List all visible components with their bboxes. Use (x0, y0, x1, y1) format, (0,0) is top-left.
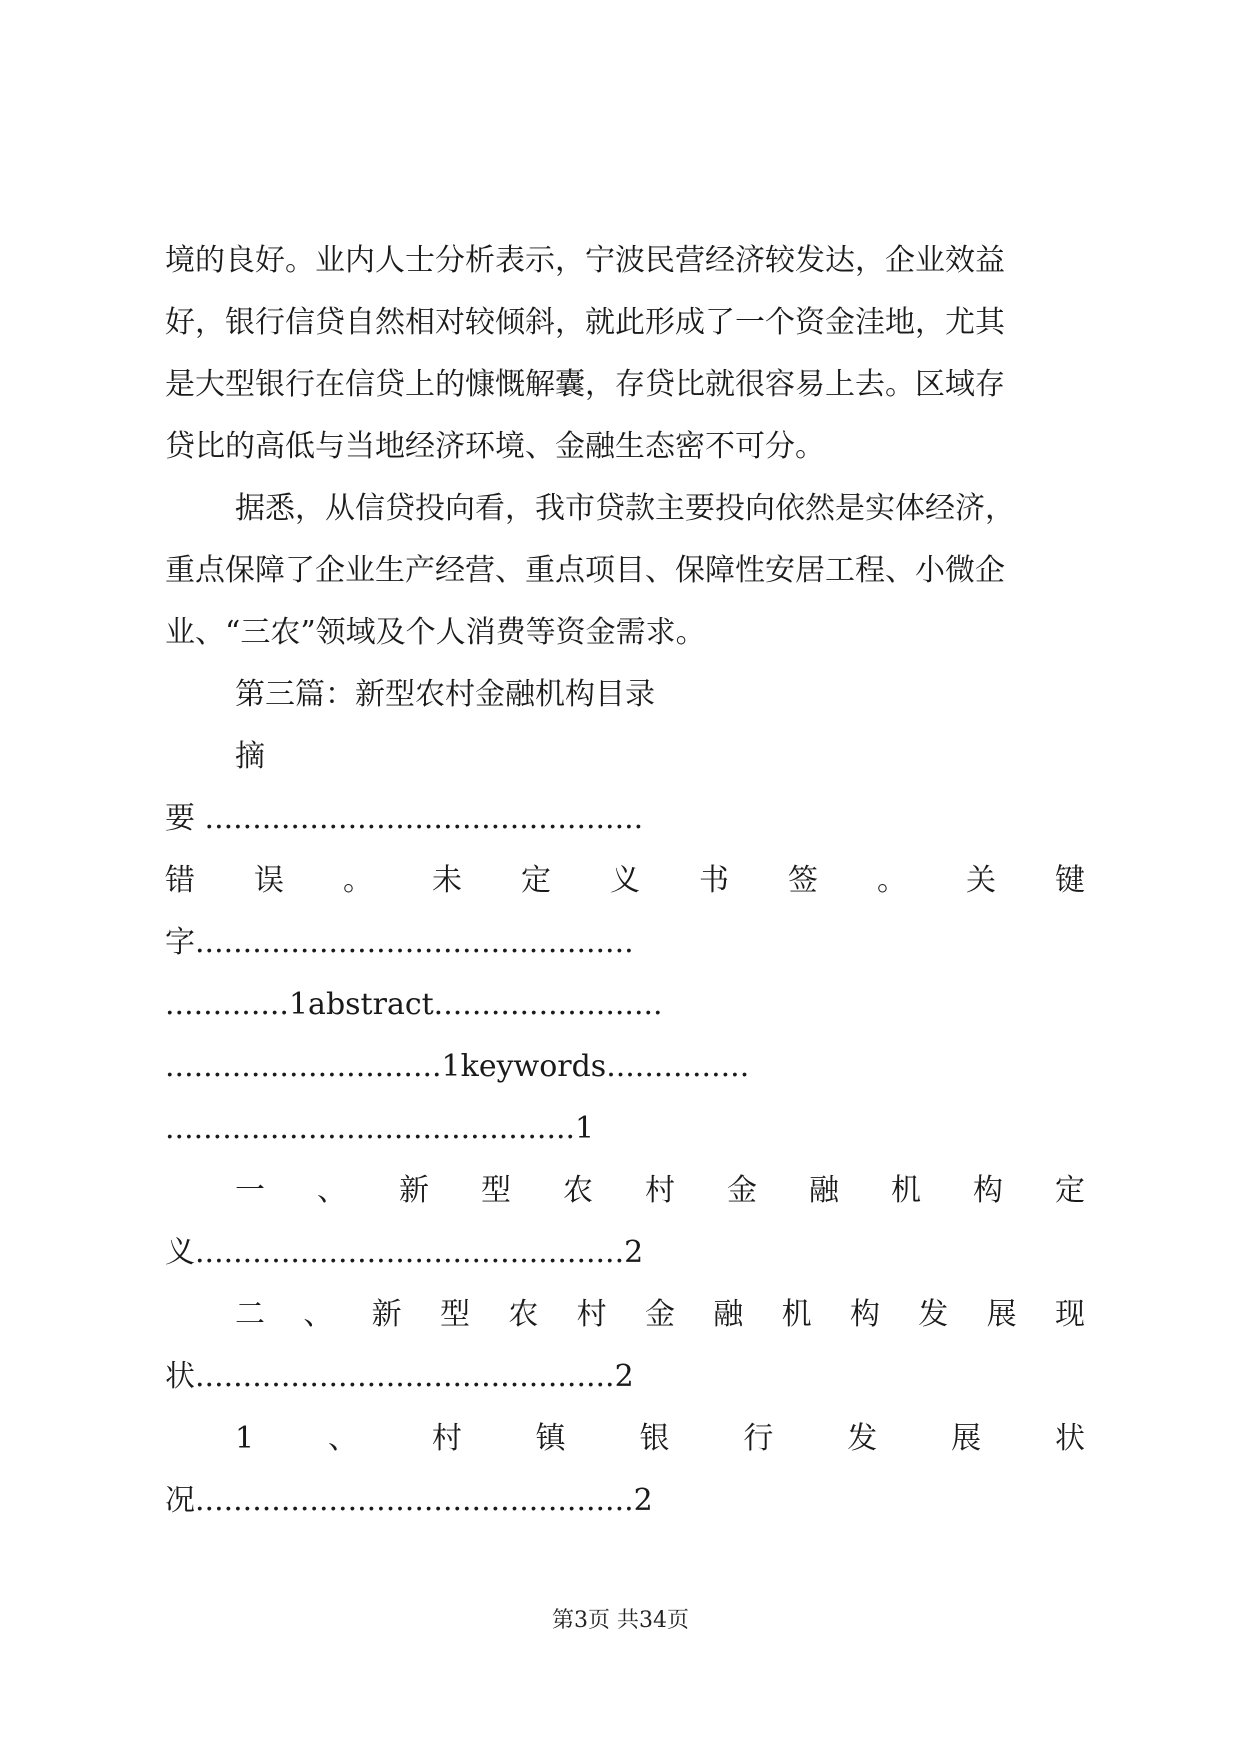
spread-char: 、 (327, 1421, 358, 1456)
spread-char: 银 (639, 1421, 670, 1456)
toc-line-spread (165, 1284, 1085, 1346)
toc-line: 摘 (235, 739, 265, 774)
spread-char: 书 (699, 863, 729, 898)
paragraph-line: 是大型银行在信贷上的慷慨解囊，存贷比就很容易上去。区域存 (165, 367, 1005, 402)
spread-char: 义 (610, 863, 640, 898)
spread-char: 错 (165, 863, 195, 898)
spread-char: 。 (877, 863, 907, 898)
spread-char: 融 (809, 1173, 839, 1208)
spread-char: 镇 (535, 1421, 566, 1456)
toc-line: 要 .............................................. (165, 801, 644, 836)
paragraph-line: 好，银行信贷自然相对较倾斜，就此形成了一个资金洼地，尤其 (165, 305, 1005, 340)
spread-char: 键 (1055, 863, 1085, 898)
spread-char: 定 (1055, 1173, 1085, 1208)
spread-char: 状 (1054, 1421, 1085, 1456)
spread-char: 1 (235, 1421, 255, 1456)
spread-char: 。 (343, 863, 373, 898)
toc-line: .............1abstract........................ (165, 987, 663, 1022)
paragraph-line: 贷比的高低与当地经济环境、金融生态密不可分。 (165, 429, 825, 464)
paragraph-line: 重点保障了企业生产经营、重点项目、保障性安居工程、小微企 (165, 553, 1005, 588)
spread-char: 展 (951, 1421, 982, 1456)
toc-line-spread (165, 1408, 1085, 1470)
spread-char: 村 (431, 1421, 462, 1456)
section-title: 第三篇：新型农村金融机构目录 (235, 677, 655, 712)
page-footer: 第3页 共34页 (552, 1608, 689, 1633)
spread-char: 农 (508, 1297, 539, 1332)
spread-char: 新 (399, 1173, 429, 1208)
spread-char: 型 (481, 1173, 511, 1208)
spread-char: 误 (254, 863, 284, 898)
spread-char: 、 (303, 1297, 334, 1332)
spread-char: 新 (371, 1297, 402, 1332)
spread-char: 融 (713, 1297, 744, 1332)
toc-line: 字.............................................. (165, 925, 634, 960)
spread-char: 机 (891, 1173, 921, 1208)
spread-char: 村 (576, 1297, 607, 1332)
spread-char: 村 (645, 1173, 675, 1208)
spread-char: 型 (439, 1297, 470, 1332)
toc-line: .............................1keywords............... (165, 1049, 750, 1084)
toc-line: 义.............................................2 (165, 1235, 644, 1270)
spread-char: 机 (781, 1297, 812, 1332)
spread-char: 、 (317, 1173, 347, 1208)
spread-char: 构 (849, 1297, 880, 1332)
spread-char: 金 (727, 1173, 757, 1208)
spread-char: 未 (432, 863, 462, 898)
spread-char: 一 (235, 1173, 265, 1208)
toc-line: 状............................................2 (165, 1359, 634, 1394)
spread-char: 构 (973, 1173, 1003, 1208)
paragraph-line: 业、“三农”领域及个人消费等资金需求。 (165, 615, 706, 650)
spread-char: 现 (1054, 1297, 1085, 1332)
toc-line-spread (165, 1160, 1085, 1222)
spread-char: 行 (743, 1421, 774, 1456)
toc-line: ...........................................1 (165, 1111, 595, 1146)
toc-line: 况..............................................2 (165, 1483, 653, 1518)
spread-char: 二 (235, 1297, 265, 1332)
document-body (165, 230, 1085, 1532)
spread-char: 展 (986, 1297, 1017, 1332)
spread-char: 农 (563, 1173, 593, 1208)
paragraph-line: 据悉，从信贷投向看，我市贷款主要投向依然是实体经济， (235, 491, 1015, 526)
spread-char: 定 (521, 863, 551, 898)
spread-char: 发 (847, 1421, 878, 1456)
spread-char: 关 (966, 863, 996, 898)
spread-char: 金 (644, 1297, 675, 1332)
paragraph-line: 境的良好。业内人士分析表示，宁波民营经济较发达，企业效益 (165, 243, 1005, 278)
spread-char: 发 (918, 1297, 949, 1332)
spread-char: 签 (788, 863, 818, 898)
toc-line-spread (165, 850, 1085, 912)
